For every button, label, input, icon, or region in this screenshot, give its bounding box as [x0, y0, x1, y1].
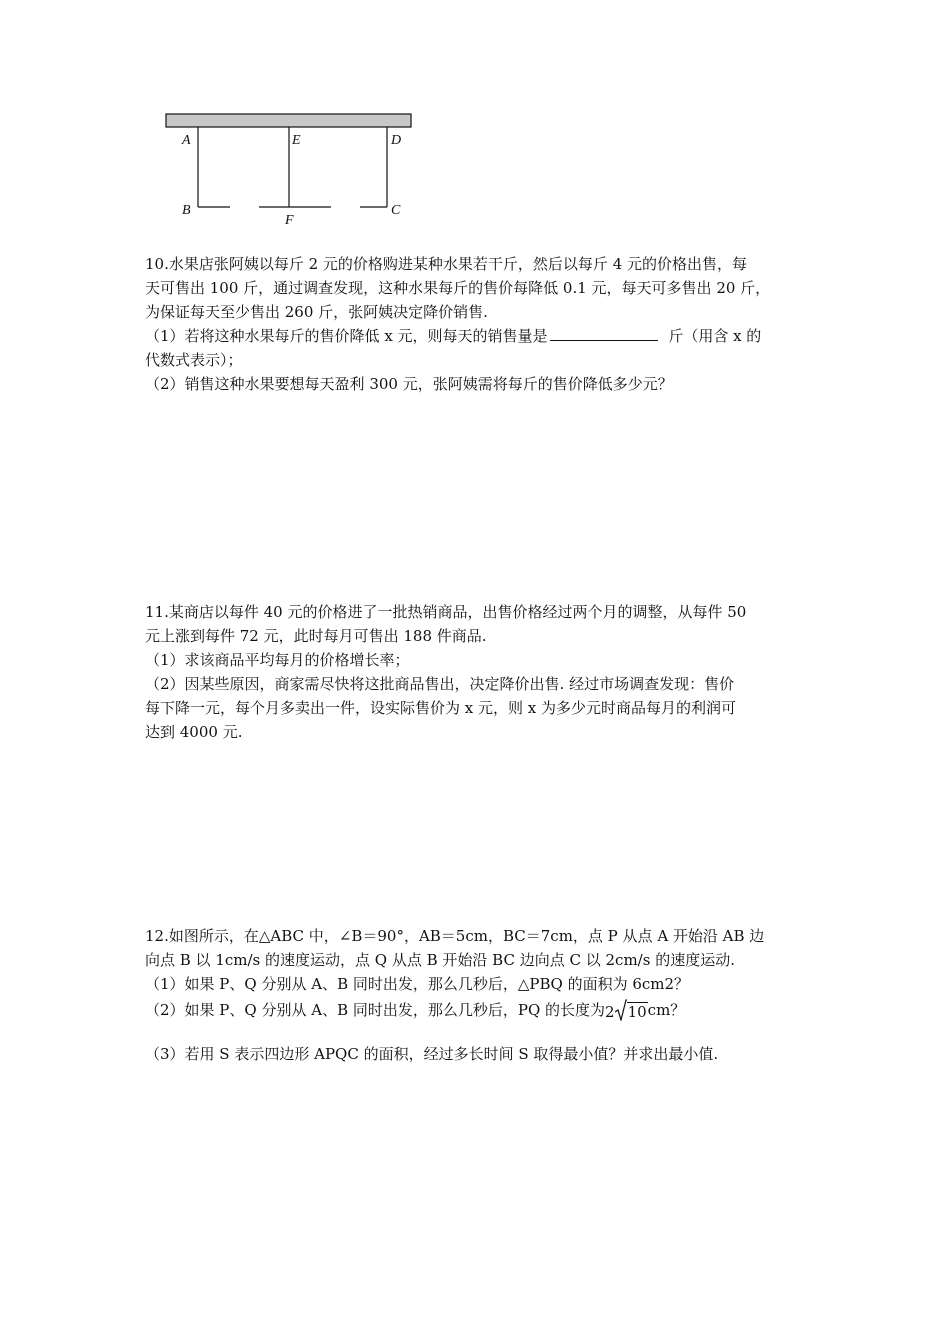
q10-part-1 — [145, 324, 825, 348]
question-12 — [145, 924, 825, 1066]
label-c: C — [391, 203, 401, 218]
q12-line-2: 向点 B 以 1cm/s 的速度运动，点 Q 从点 B 开始沿 BC 边向点 C 以 2cm/s 的速度运动. — [145, 951, 735, 969]
q12-part-3: （3）若用 S 表示四边形 APQC 的面积，经过多长时间 S 取得最小值？并求出最小值. — [145, 1045, 719, 1063]
label-b: B — [182, 203, 191, 218]
q11-line-3: （1）求该商品平均每月的价格增长率； — [145, 651, 410, 669]
q11-line-5: 每下降一元，每个月多卖出一件，设实际售价为 x 元，则 x 为多少元时商品每月的利润可 — [145, 699, 736, 717]
q11-line-2: 元上涨到每件 72 元，此时每月可售出 188 件商品. — [145, 627, 487, 645]
q12-part-2 — [145, 998, 825, 1022]
label-a: A — [182, 133, 191, 148]
question-10 — [145, 252, 825, 396]
q10-part-1-tail: 斤（用含 x 的 — [663, 327, 762, 345]
question-11 — [145, 600, 825, 744]
sqrt-radicand: 10 — [627, 1003, 647, 1021]
q12-line-1: 12.如图所示，在△ABC 中，∠B＝90°，AB＝5cm，BC＝7cm，点 P 从点 A 开始沿 AB 边 — [145, 927, 765, 945]
q12-part-2-text: （2）如果 P、Q 分别从 A、B 同时出发，那么几秒后，PQ 的长度为 — [145, 1001, 606, 1019]
q11-line-4: （2）因某些原因，商家需尽快将这批商品售出，决定降价出售. 经过市场调查发现：售价 — [145, 675, 735, 693]
beam-bar — [166, 114, 411, 127]
q12-part-2-tail: cm？ — [647, 1001, 686, 1019]
q11-line-1: 11.某商店以每件 40 元的价格进了一批热销商品，出售价格经过两个月的调整，从每件 50 — [145, 603, 747, 621]
q10-part-1-text: （1）若将这种水果每斤的售价降低 x 元，则每天的销售量是 — [145, 327, 548, 345]
q10-line-2: 天可售出 100 斤，通过调查发现，这种水果每斤的售价每降低 0.1 元，每天可多售出 20 斤， — [145, 279, 771, 297]
label-d: D — [391, 133, 402, 148]
q10-line-3: 为保证每天至少售出 260 斤，张阿姨决定降价销售. — [145, 303, 488, 321]
q10-line-1: 10.水果店张阿姨以每斤 2 元的价格购进某种水果若干斤，然后以每斤 4 元的价格出售，每 — [145, 255, 748, 273]
q10-part-2: （2）销售这种水果要想每天盈利 300 元，张阿姨需将每斤的售价降低多少元？ — [145, 375, 673, 393]
q11-line-6: 达到 4000 元. — [145, 723, 243, 741]
radical-sign-icon — [615, 999, 627, 1021]
label-f: F — [285, 213, 294, 228]
sqrt-expression — [605, 999, 648, 1019]
beam-figure — [160, 108, 420, 230]
q10-part-1-cont: 代数式表示）； — [145, 351, 243, 369]
label-e: E — [292, 133, 301, 148]
answer-blank[interactable] — [550, 324, 658, 341]
beam-diagram — [160, 108, 420, 230]
sqrt-coefficient: 2 — [605, 1003, 615, 1021]
q12-part-1: （1）如果 P、Q 分别从 A、B 同时出发，那么几秒后，△PBQ 的面积为 6cm2？ — [145, 975, 690, 993]
